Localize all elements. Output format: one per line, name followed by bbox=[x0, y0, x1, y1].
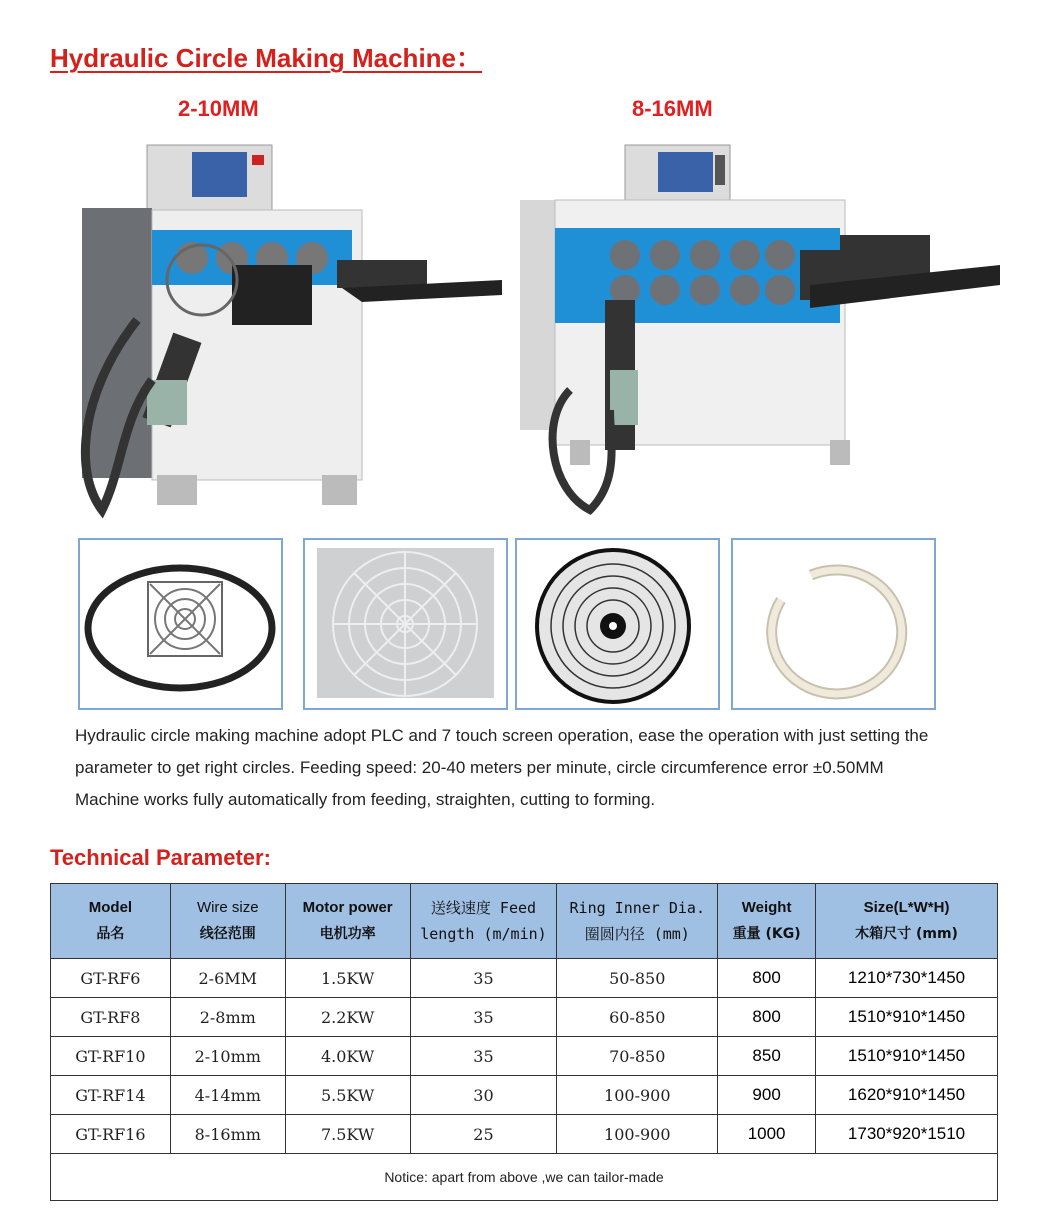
table-notice-row bbox=[51, 1154, 998, 1201]
table-header-row bbox=[51, 884, 998, 959]
cell-ring-inner-dia: 70-850 bbox=[557, 1037, 718, 1076]
cell-size: 1510*910*1450 bbox=[816, 1037, 998, 1076]
table-row bbox=[51, 1037, 998, 1076]
machine-size-label-large: 8-16MM bbox=[632, 96, 713, 121]
sample-thumb-white-ring bbox=[731, 538, 936, 710]
header-model: Model 品名 bbox=[51, 884, 171, 959]
cell-size: 1510*910*1450 bbox=[816, 998, 998, 1037]
table-row bbox=[51, 1115, 998, 1154]
table-row bbox=[51, 1076, 998, 1115]
header-ring-inner-dia: Ring Inner Dia. 圈圆内径 (mm) bbox=[557, 884, 718, 959]
fan-cover-image bbox=[517, 540, 718, 708]
table-row bbox=[51, 959, 998, 998]
cell-wire-size: 8-16mm bbox=[170, 1115, 285, 1154]
ring-guard-image bbox=[80, 540, 281, 708]
cell-ring-inner-dia: 60-850 bbox=[557, 998, 718, 1037]
cell-model: GT-RF16 bbox=[51, 1115, 171, 1154]
technical-parameter-title: Technical Parameter: bbox=[50, 845, 271, 870]
header-wire-size: Wire size 线径范围 bbox=[170, 884, 285, 959]
cell-feed-length: 30 bbox=[410, 1076, 557, 1115]
cell-motor-power: 2.2KW bbox=[285, 998, 410, 1037]
description-paragraph-1: Hydraulic circle making machine adopt PLC and 7 touch screen operation, ease the operation with just setting the parameter to get right circles. Feeding speed: 20-40 meters per minute, circle circumference error ±0.50MM bbox=[75, 726, 929, 777]
flat-grill-image bbox=[305, 540, 506, 708]
cell-wire-size: 4-14mm bbox=[170, 1076, 285, 1115]
machine-image-large bbox=[510, 140, 1005, 525]
cell-motor-power: 5.5KW bbox=[285, 1076, 410, 1115]
cell-weight: 850 bbox=[718, 1037, 816, 1076]
cell-ring-inner-dia: 100-900 bbox=[557, 1115, 718, 1154]
header-size: Size(L*W*H) 木箱尺寸 (mm) bbox=[816, 884, 998, 959]
table-row bbox=[51, 998, 998, 1037]
cell-weight: 900 bbox=[718, 1076, 816, 1115]
cell-wire-size: 2-8mm bbox=[170, 998, 285, 1037]
table-notice: Notice: apart from above ,we can tailor-made bbox=[51, 1154, 998, 1201]
white-ring-image bbox=[733, 540, 934, 708]
cell-wire-size: 2-10mm bbox=[170, 1037, 285, 1076]
technical-parameter-table bbox=[50, 883, 998, 1201]
sample-thumb-fan-cover bbox=[515, 538, 720, 710]
sample-thumb-flat-grill bbox=[303, 538, 508, 710]
cell-model: GT-RF14 bbox=[51, 1076, 171, 1115]
header-feed-length: 送线速度 Feed length (m/min) bbox=[410, 884, 557, 959]
cell-ring-inner-dia: 50-850 bbox=[557, 959, 718, 998]
cell-feed-length: 35 bbox=[410, 959, 557, 998]
cell-motor-power: 1.5KW bbox=[285, 959, 410, 998]
description-paragraph-2: Machine works fully automatically from feeding, straighten, cutting to forming. bbox=[75, 790, 656, 809]
machine-size-label-small: 2-10MM bbox=[178, 96, 259, 121]
cell-feed-length: 25 bbox=[410, 1115, 557, 1154]
cell-size: 1210*730*1450 bbox=[816, 959, 998, 998]
cell-size: 1620*910*1450 bbox=[816, 1076, 998, 1115]
cell-feed-length: 35 bbox=[410, 998, 557, 1037]
page-title: Hydraulic Circle Making Machine： bbox=[50, 43, 483, 73]
header-motor-power: Motor power 电机功率 bbox=[285, 884, 410, 959]
header-weight: Weight 重量 (KG) bbox=[718, 884, 816, 959]
machine-image-small bbox=[62, 140, 507, 520]
cell-size: 1730*920*1510 bbox=[816, 1115, 998, 1154]
cell-weight: 800 bbox=[718, 998, 816, 1037]
cell-weight: 800 bbox=[718, 959, 816, 998]
cell-feed-length: 35 bbox=[410, 1037, 557, 1076]
cell-motor-power: 4.0KW bbox=[285, 1037, 410, 1076]
machine-description bbox=[75, 720, 975, 816]
cell-wire-size: 2-6MM bbox=[170, 959, 285, 998]
cell-ring-inner-dia: 100-900 bbox=[557, 1076, 718, 1115]
cell-model: GT-RF10 bbox=[51, 1037, 171, 1076]
cell-motor-power: 7.5KW bbox=[285, 1115, 410, 1154]
cell-model: GT-RF6 bbox=[51, 959, 171, 998]
sample-thumb-ring-guard bbox=[78, 538, 283, 710]
cell-weight: 1000 bbox=[718, 1115, 816, 1154]
cell-model: GT-RF8 bbox=[51, 998, 171, 1037]
